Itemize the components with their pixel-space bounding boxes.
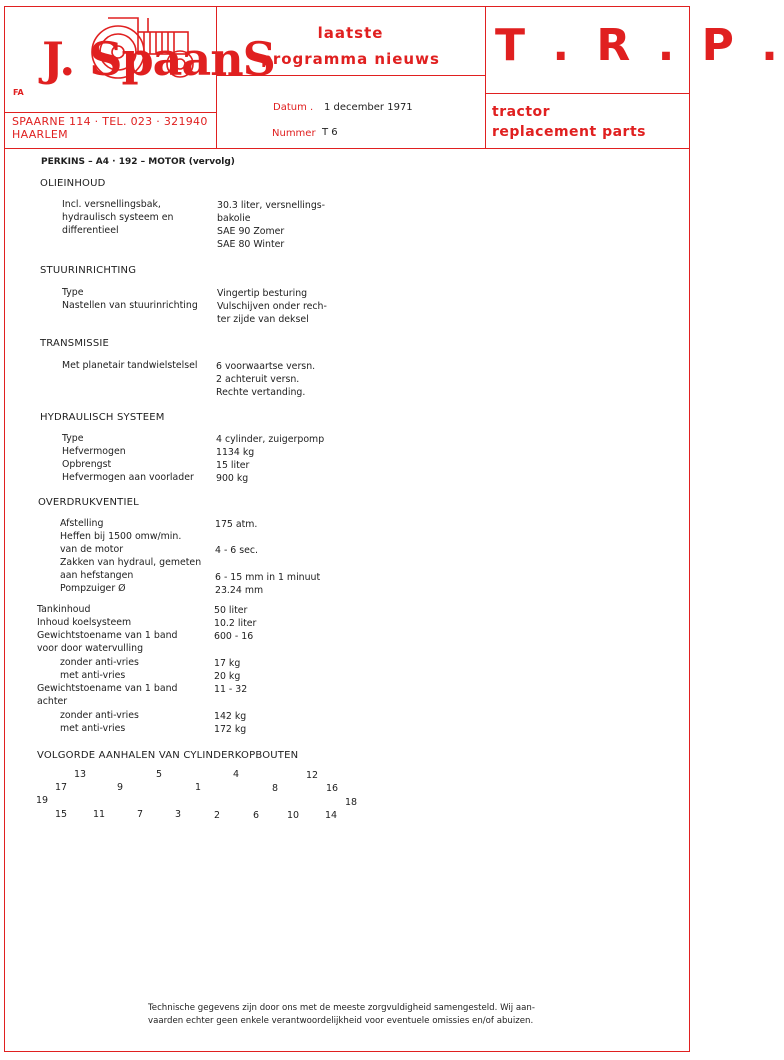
over-value-5: 6 - 15 mm in 1 minuut <box>215 572 321 583</box>
misc-label-3: Gewichtstoename van 1 band <box>37 630 178 641</box>
bolt-number: 5 <box>156 769 163 780</box>
over-label-2: Heffen bij 1500 omw/min. <box>60 531 182 542</box>
olie-value-1: 30.3 liter, versnellings- <box>217 200 326 211</box>
olie-label-1: Incl. versnellingsbak, <box>62 199 161 210</box>
misc-label-6: met anti-vries <box>60 670 126 681</box>
bolt-number: 16 <box>326 783 339 794</box>
bolt-number: 2 <box>214 810 221 821</box>
misc-value-3: 600 - 16 <box>214 631 254 642</box>
misc-value-5: 17 kg <box>214 658 241 669</box>
bolt-number: 7 <box>137 809 144 820</box>
section-heading-over: OVERDRUKVENTIEL <box>38 497 139 508</box>
section-heading-trans: TRANSMISSIE <box>40 338 110 349</box>
olie-value-4: SAE 80 Winter <box>217 239 285 250</box>
bolt-number: 3 <box>175 809 182 820</box>
over-label-3: van de motor <box>60 544 124 555</box>
hydro-label-2: Hefvermogen <box>62 446 126 457</box>
hydro-value-4: 900 kg <box>216 473 249 484</box>
footer-disclaimer-line1: Technische gegevens zijn door ons met de meeste zorgvuldigheid samengesteld. Wij aan- <box>148 1003 535 1013</box>
hydro-value-2: 1134 kg <box>216 447 255 458</box>
brand-short: T . R . P . <box>495 20 784 71</box>
misc-value-2: 10.2 liter <box>214 618 257 629</box>
company-name: J. SpaanS <box>42 32 275 86</box>
bolt-number: 17 <box>55 782 68 793</box>
number-label: Nummer <box>272 128 316 139</box>
section-heading-bolts: VOLGORDE AANHALEN VAN CYLINDERKOPBOUTEN <box>37 750 299 761</box>
stuur-label-2: Nastellen van stuurinrichting <box>62 300 198 311</box>
misc-label-7: Gewichtstoename van 1 band <box>37 683 178 694</box>
misc-label-2: Inhoud koelsysteem <box>37 617 132 628</box>
bolt-number: 4 <box>233 769 240 780</box>
over-label-1: Afstelling <box>60 518 104 529</box>
bolt-number: 19 <box>36 795 49 806</box>
company-city: HAARLEM <box>12 128 68 141</box>
section-heading-olie: OLIEINHOUD <box>40 178 106 189</box>
misc-label-10: met anti-vries <box>60 723 126 734</box>
stuur-value-1: Vingertip besturing <box>217 288 308 299</box>
bolt-number: 1 <box>195 782 202 793</box>
header-rule-right <box>485 93 690 94</box>
date-value: 1 december 1971 <box>324 102 413 113</box>
header-rule-left <box>4 112 216 113</box>
hydro-label-1: Type <box>62 433 84 444</box>
over-label-5: aan hefstangen <box>60 570 134 581</box>
misc-label-5: zonder anti-vries <box>60 657 139 668</box>
company-address: SPAARNE 114 · TEL. 023 · 321940 <box>12 115 208 128</box>
olie-value-3: SAE 90 Zomer <box>217 226 285 237</box>
bolt-number: 11 <box>93 809 106 820</box>
trans-value-2: 2 achteruit versn. <box>216 374 300 385</box>
hydro-value-1: 4 cylinder, zuigerpomp <box>216 434 325 445</box>
misc-value-6: 20 kg <box>214 671 241 682</box>
brand-long-line1: tractor <box>492 104 551 120</box>
misc-value-9: 142 kg <box>214 711 247 722</box>
trans-value-3: Rechte vertanding. <box>216 387 306 398</box>
header-divider-2 <box>485 6 486 148</box>
olie-label-2: hydraulisch systeem en <box>62 212 174 223</box>
hydro-label-4: Hefvermogen aan voorlader <box>62 472 194 483</box>
misc-label-1: Tankinhoud <box>37 604 91 615</box>
news-heading-line1: laatste <box>317 24 384 42</box>
page-title: PERKINS – A4 · 192 – MOTOR (vervolg) <box>41 157 235 167</box>
over-value-1: 175 atm. <box>215 519 258 530</box>
hydro-value-3: 15 liter <box>216 460 250 471</box>
bolt-number: 13 <box>74 769 87 780</box>
bolt-number: 18 <box>345 797 358 808</box>
misc-value-7: 11 - 32 <box>214 684 248 695</box>
bolt-number: 8 <box>272 783 279 794</box>
over-label-6: Pompzuiger Ø <box>60 583 126 594</box>
olie-label-3: differentieel <box>62 225 119 236</box>
over-value-3: 4 - 6 sec. <box>215 545 259 556</box>
section-heading-stuur: STUURINRICHTING <box>40 265 137 276</box>
hydro-label-3: Opbrengst <box>62 459 112 470</box>
footer-disclaimer-line2: vaarden echter geen enkele verantwoordelijkheid voor eventuele omissies en/of abuizen. <box>148 1016 534 1026</box>
bolt-number: 6 <box>253 810 260 821</box>
brand-long-line2: replacement parts <box>492 124 646 140</box>
date-label: Datum . <box>273 102 314 113</box>
stuur-value-3: ter zijde van deksel <box>217 314 309 325</box>
misc-label-9: zonder anti-vries <box>60 710 139 721</box>
over-label-4: Zakken van hydraul, gemeten <box>60 557 202 568</box>
header-bottom-rule <box>4 148 690 149</box>
misc-value-10: 172 kg <box>214 724 247 735</box>
section-heading-hydro: HYDRAULISCH SYSTEEM <box>40 412 165 423</box>
over-value-6: 23.24 mm <box>215 585 264 596</box>
bolt-number: 10 <box>287 810 300 821</box>
misc-value-1: 50 liter <box>214 605 248 616</box>
bolt-number: 14 <box>325 810 338 821</box>
stuur-value-2: Vulschijven onder rech- <box>217 301 327 312</box>
bolt-number: 9 <box>117 782 124 793</box>
misc-label-4: voor door watervulling <box>37 643 144 654</box>
bolt-number: 12 <box>306 770 319 781</box>
company-prefix: FA <box>13 88 24 97</box>
misc-label-8: achter <box>37 696 68 707</box>
trans-label-1: Met planetair tandwielstelsel <box>62 360 198 371</box>
stuur-label-1: Type <box>62 287 84 298</box>
trans-value-1: 6 voorwaartse versn. <box>216 361 316 372</box>
news-heading-line2: programma nieuws <box>261 50 440 68</box>
number-value: T 6 <box>322 127 338 138</box>
bolt-number: 15 <box>55 809 68 820</box>
olie-value-2: bakolie <box>217 213 251 224</box>
